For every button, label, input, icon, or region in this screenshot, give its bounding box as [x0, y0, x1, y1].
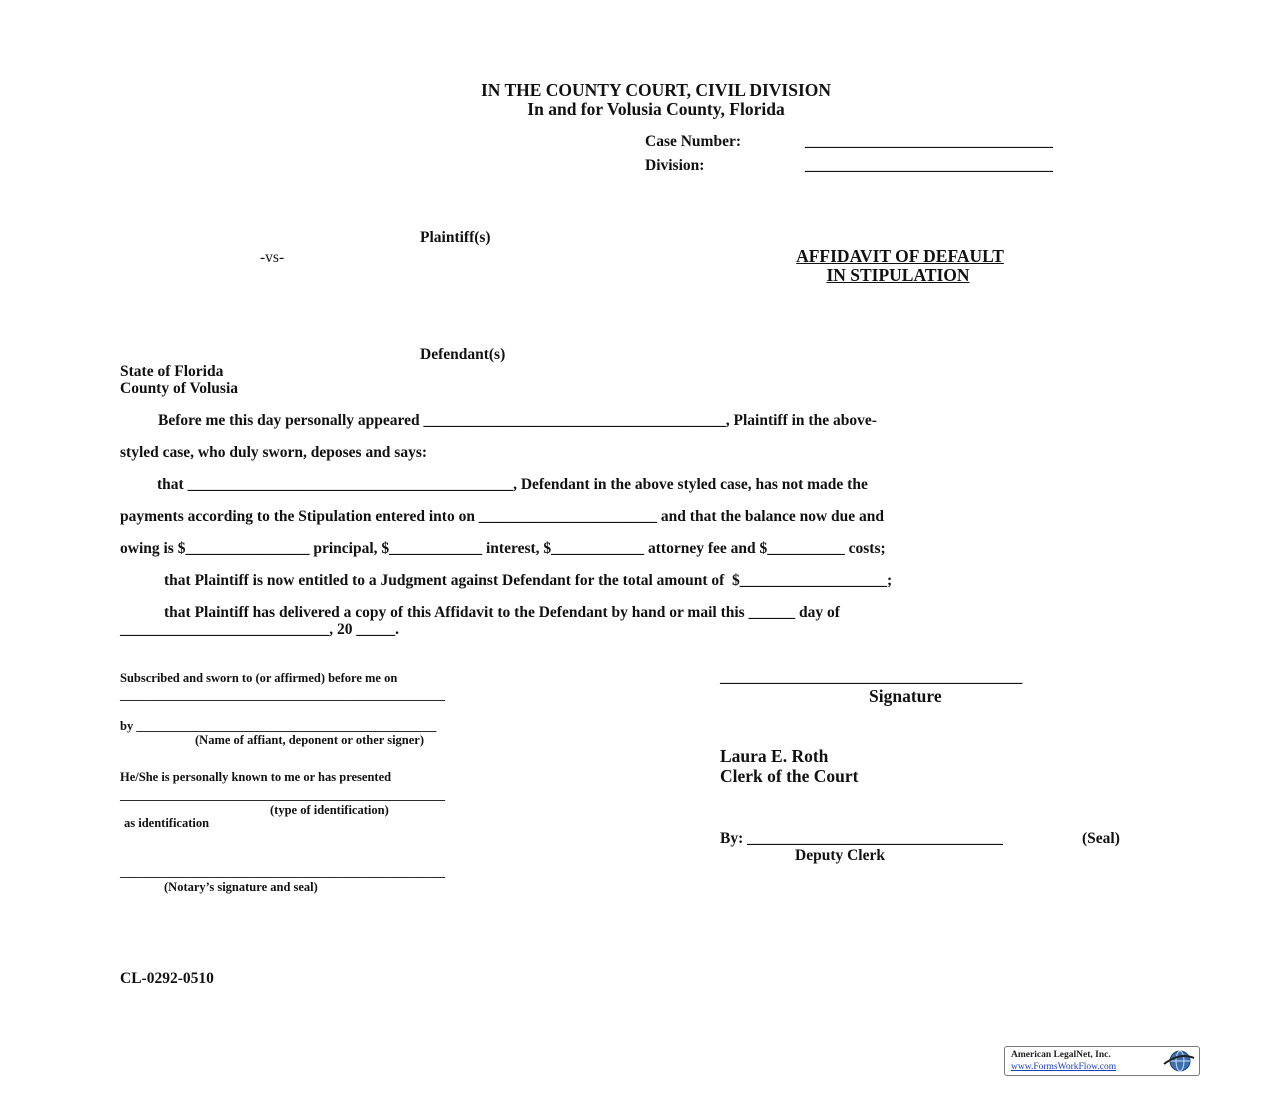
notary-name-caption: (Name of affiant, deponent or other signer)	[195, 733, 425, 747]
signature-label: Signature	[869, 686, 942, 706]
vendor-logo	[1004, 1046, 1200, 1076]
deputy-signature-field[interactable]: By: _________________________________	[720, 830, 1003, 847]
form-code: CL-0292-0510	[120, 970, 214, 987]
notary-as-identification: as identification	[124, 816, 210, 830]
venue-county: County of Volusia	[120, 380, 239, 397]
notary-signature-field[interactable]: ____________________________________________________	[120, 865, 445, 879]
body-line-5: owing is $________________ principal, $____________ interest, $____________ attorney fee and $__________ costs;	[120, 540, 886, 557]
defendant-label: Defendant(s)	[420, 346, 506, 363]
plaintiff-label: Plaintiff(s)	[420, 229, 491, 246]
notary-id-field[interactable]: ____________________________________________________	[120, 788, 445, 802]
court-heading: IN THE COUNTY COURT, CIVIL DIVISION	[480, 80, 832, 100]
division-field[interactable]: ________________________________	[805, 157, 1053, 174]
body-line-4: payments according to the Stipulation entered into on _______________________ and that the balance now due and	[120, 508, 885, 525]
body-line-1: Before me this day personally appeared _______________________________________, Plaintiff in the above-	[158, 412, 877, 429]
seal-label: (Seal)	[1082, 830, 1120, 847]
vendor-name: American LegalNet, Inc.	[1011, 1050, 1111, 1060]
division-label: Division:	[645, 157, 705, 174]
notary-date-field[interactable]: ____________________________________________________	[120, 688, 445, 702]
body-line-2: styled case, who duly sworn, deposes and says:	[120, 444, 428, 461]
clerk-title: Clerk of the Court	[720, 766, 859, 786]
vendor-url[interactable]: www.FormsWorkFlow.com	[1011, 1062, 1117, 1072]
deputy-clerk-label: Deputy Clerk	[795, 847, 885, 864]
case-number-label: Case Number:	[645, 133, 741, 150]
notary-signature-caption: (Notary’s signature and seal)	[164, 880, 318, 894]
case-number-field[interactable]: ________________________________	[805, 133, 1053, 150]
notary-subscribed-text: Subscribed and sworn to (or affirmed) before me on	[120, 671, 398, 685]
body-line-7: that Plaintiff has delivered a copy of this Affidavit to the Defendant by hand or mail this ______ day of	[164, 604, 840, 621]
versus-label: -vs-	[260, 249, 285, 266]
document-title-line2: IN STIPULATION	[826, 265, 970, 285]
body-line-6: that Plaintiff is now entitled to a Judgment against Defendant for the total amount of $___________________;	[164, 572, 893, 589]
notary-known-text: He/She is personally known to me or has presented	[120, 770, 392, 784]
signature-line[interactable]: _______________________________________	[720, 669, 1023, 686]
body-line-8: ___________________________, 20 _____.	[120, 621, 399, 638]
globe-icon	[1160, 1048, 1196, 1074]
county-heading: In and for Volusia County, Florida	[527, 99, 785, 119]
venue-state: State of Florida	[120, 363, 224, 380]
document-title-line1: AFFIDAVIT OF DEFAULT	[796, 246, 1004, 266]
notary-affiant-field[interactable]: by ________________________________________________	[120, 719, 437, 733]
body-line-3: that __________________________________________, Defendant in the above styled case, has not made the	[157, 476, 868, 493]
clerk-name: Laura E. Roth	[720, 746, 829, 766]
notary-id-caption: (type of identification)	[270, 803, 389, 817]
